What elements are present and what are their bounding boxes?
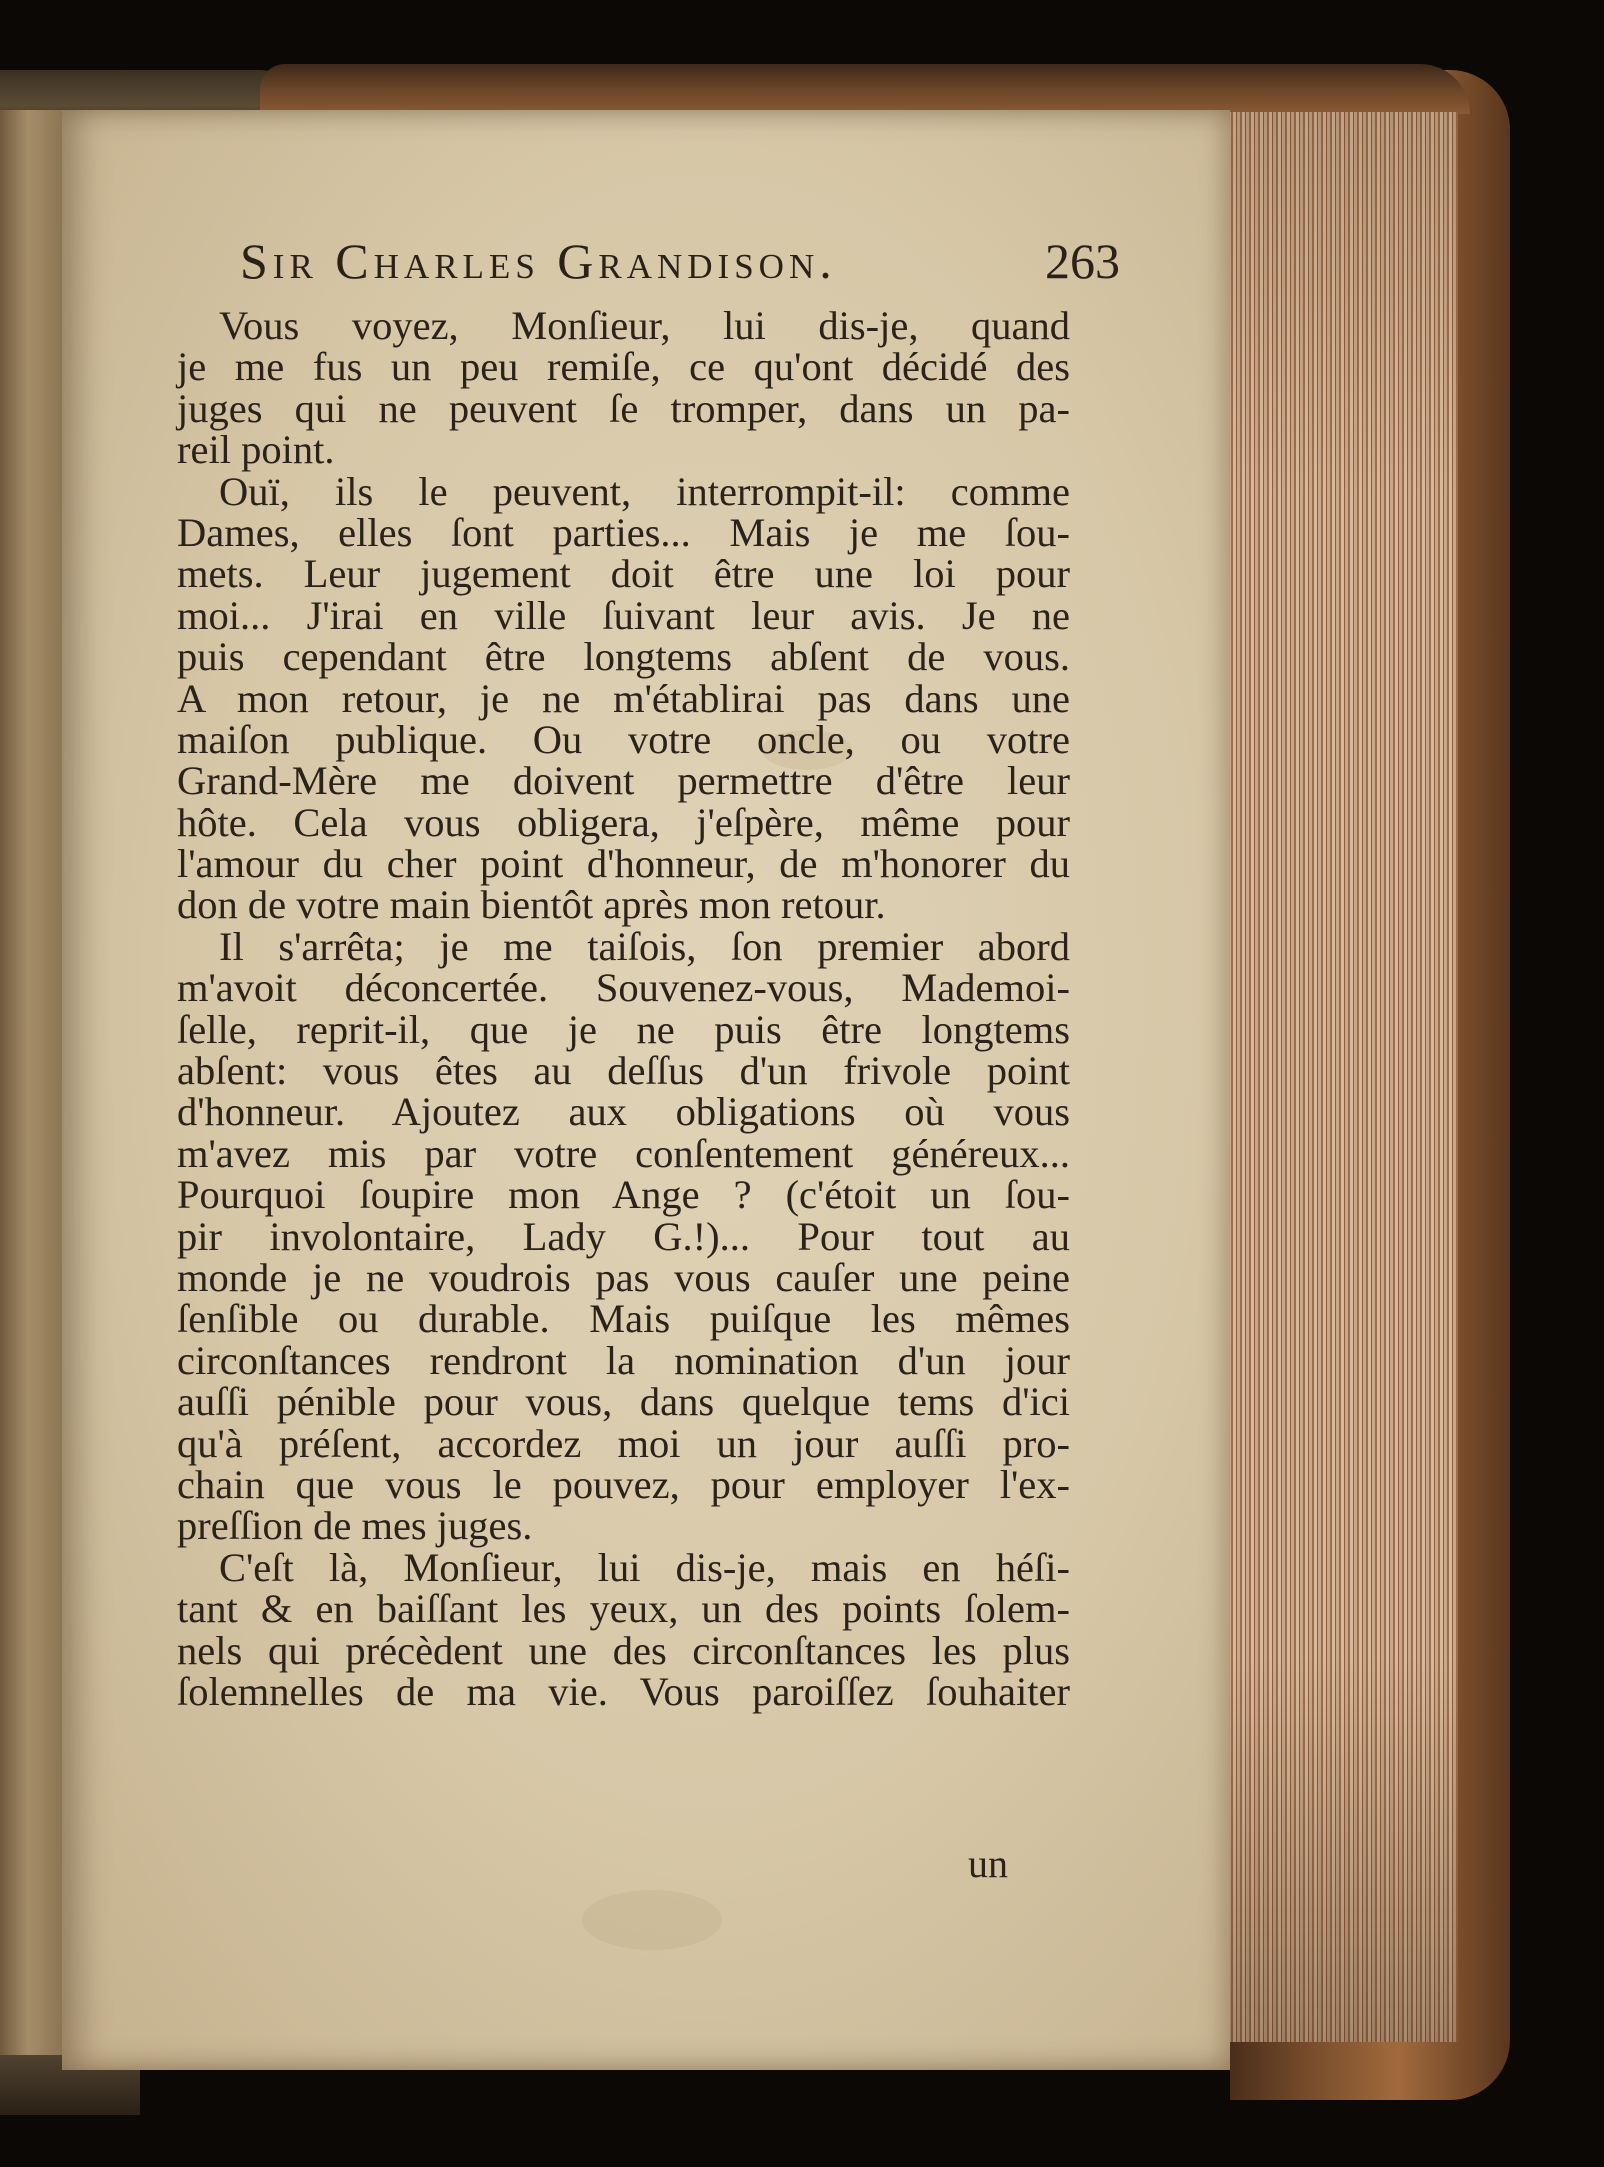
- left-page-edge: [0, 110, 64, 2070]
- text-line: reil point.: [177, 427, 335, 473]
- text-line: ſelle, reprit-il, que je ne puis être longtems: [177, 1006, 1070, 1052]
- text-line: Grand-Mère me doivent permettre d'être leur: [177, 758, 1070, 804]
- running-title: Sir Charles Grandison.: [240, 233, 837, 289]
- text-line: Vous voyez, Monſieur, lui dis-je, quand: [219, 303, 1070, 348]
- text-line: moi... J'irai en ville ſuivant leur avis. Je ne: [177, 592, 1070, 638]
- text-line: circonſtances rendront la nomination d'un jour: [177, 1337, 1070, 1383]
- text-line: A mon retour, je ne m'établirai pas dans une: [177, 675, 1070, 721]
- text-line: pir involontaire, Lady G.!)... Pour tout au: [177, 1213, 1070, 1259]
- text-line: Ouï, ils le peuvent, interrompit-il: comme: [219, 468, 1070, 514]
- text-line: m'avoit déconcertée. Souvenez-vous, Mademoi-: [177, 965, 1070, 1011]
- text-line: Il s'arrêta; je me taiſois, ſon premier abord: [219, 923, 1070, 969]
- text-line: ſenſible ou durable. Mais puiſque les mêmes: [177, 1296, 1070, 1342]
- text-line: hôte. Cela vous obligera, j'eſpère, même pour: [177, 799, 1070, 845]
- book-page: [62, 110, 1230, 2070]
- text-line: juges qui ne peuvent ſe tromper, dans un pa-: [177, 385, 1070, 431]
- paper-stain: [582, 1890, 722, 1950]
- text-line: ſolemnelles de ma vie. Vous paroiſſez ſouhaiter: [177, 1668, 1070, 1714]
- text-line: l'amour du cher point d'honneur, de m'honorer du: [177, 841, 1070, 887]
- text-line: puis cependant être longtems abſent de vous.: [177, 634, 1070, 680]
- text-line: preſſion de mes juges.: [177, 1503, 533, 1549]
- body-text: [177, 305, 1070, 1712]
- page-block-edges: [1225, 112, 1458, 2042]
- text-line: abſent: vous êtes au deſſus d'un frivole point: [177, 1048, 1070, 1094]
- text-line: je me fus un peu remiſe, ce qu'ont décidé des: [177, 344, 1070, 390]
- text-line: Pourquoi ſoupire mon Ange ? (c'étoit un ſou-: [177, 1172, 1070, 1218]
- text-line: tant & en baiſſant les yeux, un des points ſolem-: [177, 1586, 1070, 1632]
- text-line: monde je ne voudrois pas vous cauſer une peine: [177, 1254, 1070, 1300]
- text-line: C'eſt là, Monſieur, lui dis-je, mais en héſi-: [219, 1544, 1070, 1590]
- text-line: qu'à préſent, accordez moi un jour auſſi pro-: [177, 1420, 1070, 1466]
- text-line: chain que vous le pouvez, pour employer l'ex-: [177, 1461, 1070, 1507]
- text-line: don de votre main bientôt après mon retour.: [177, 882, 886, 928]
- text-line: d'honneur. Ajoutez aux obligations où vous: [177, 1089, 1070, 1135]
- text-line: m'avez mis par votre conſentement généreux...: [177, 1130, 1070, 1176]
- catchword: un: [968, 1841, 1008, 1886]
- text-line: mets. Leur jugement doit être une loi pour: [177, 551, 1070, 597]
- text-line: Dames, elles ſont parties... Mais je me ſou-: [177, 509, 1070, 555]
- page-number: 263: [1045, 233, 1120, 289]
- text-line: nels qui précèdent une des circonſtances les plus: [177, 1627, 1070, 1673]
- text-line: auſſi pénible pour vous, dans quelque tems d'ici: [177, 1379, 1070, 1425]
- running-header: [240, 232, 1120, 302]
- text-line: maiſon publique. Ou votre oncle, ou votre: [177, 716, 1070, 762]
- book-cover-top: [260, 64, 1470, 114]
